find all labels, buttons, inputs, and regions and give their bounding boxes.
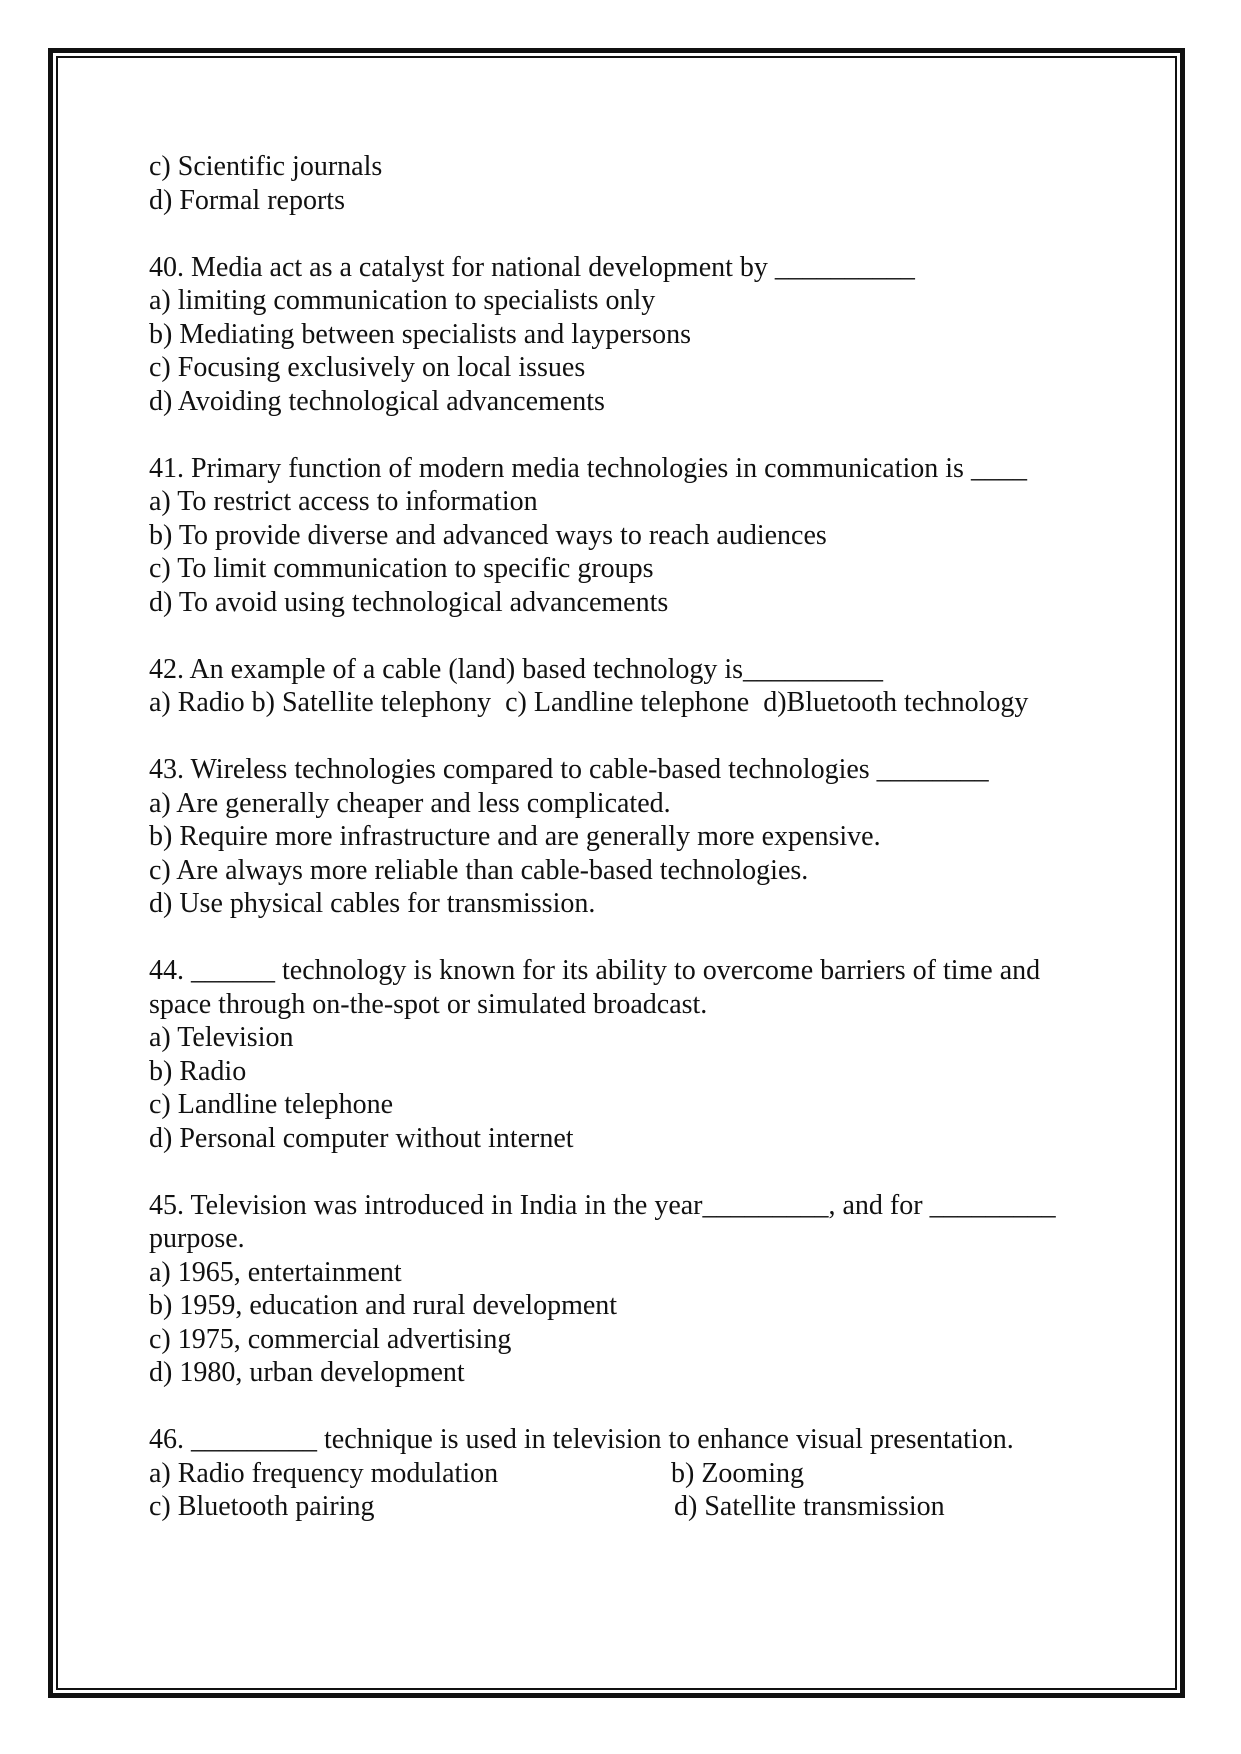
option-c: c) To limit communication to specific groups [149,553,654,584]
option-a: a) Are generally cheaper and less complicated. [149,787,671,819]
option-d: d) 1980, urban development [149,1357,465,1388]
options-inline: a) Radio b) Satellite telephony c) Landline telephone d)Bluetooth technology [149,687,1029,718]
question-text: 45. Television was introduced in India in the year_________, and for _________ [149,1189,1056,1221]
question-text: 40. Media act as a catalyst for national development by __________ [149,251,915,283]
question-43 [149,753,1109,921]
question-text-continued: purpose. [149,1223,245,1254]
question-sheet [149,150,1109,1524]
option-b: b) Zooming [671,1457,804,1489]
option-a: a) To restrict access to information [149,486,538,517]
question-42 [149,653,1109,720]
question-46 [149,1423,1109,1524]
option-b: b) Require more infrastructure and are generally more expensive. [149,821,881,852]
option-c: c) Are always more reliable than cable-based technologies. [149,854,809,886]
options-row [149,1457,1109,1491]
question-44 [149,954,1109,1155]
option-c: c) Scientific journals [149,151,383,182]
option-d: d) Use physical cables for transmission. [149,888,596,919]
option-d: d) To avoid using technological advancements [149,586,669,618]
question-text: 44. ______ technology is known for its ability to overcome barriers of time and [149,955,1041,986]
option-c: c) Landline telephone [149,1089,394,1120]
option-b: b) To provide diverse and advanced ways to reach audiences [149,519,827,551]
option-c: c) Bluetooth pairing [149,1491,375,1522]
question-text: 46. _________ technique is used in television to enhance visual presentation. [149,1424,1014,1455]
option-d: d) Satellite transmission [674,1491,945,1522]
options-row [149,1490,1109,1524]
question-45 [149,1189,1109,1390]
option-c: c) 1975, commercial advertising [149,1323,512,1355]
option-a: a) limiting communication to specialists only [149,285,656,316]
question-text: 41. Primary function of modern media technologies in communication is ____ [149,452,1027,484]
option-a: a) Television [149,1022,294,1053]
option-c: c) Focusing exclusively on local issues [149,352,586,383]
question-41 [149,452,1109,620]
option-d: d) Personal computer without internet [149,1122,574,1154]
question-text-continued: space through on-the-spot or simulated broadcast. [149,988,708,1020]
question-text: 43. Wireless technologies compared to cable-based technologies ________ [149,754,989,785]
option-a: a) 1965, entertainment [149,1256,402,1288]
question-text: 42. An example of a cable (land) based technology is__________ [149,653,884,685]
option-b: b) Mediating between specialists and laypersons [149,318,691,350]
option-d: d) Avoiding technological advancements [149,385,605,417]
option-a: a) Radio frequency modulation [149,1457,499,1489]
option-b: b) Radio [149,1055,247,1087]
question-40 [149,251,1109,419]
option-b: b) 1959, education and rural development [149,1290,618,1321]
option-d: d) Formal reports [149,184,345,216]
